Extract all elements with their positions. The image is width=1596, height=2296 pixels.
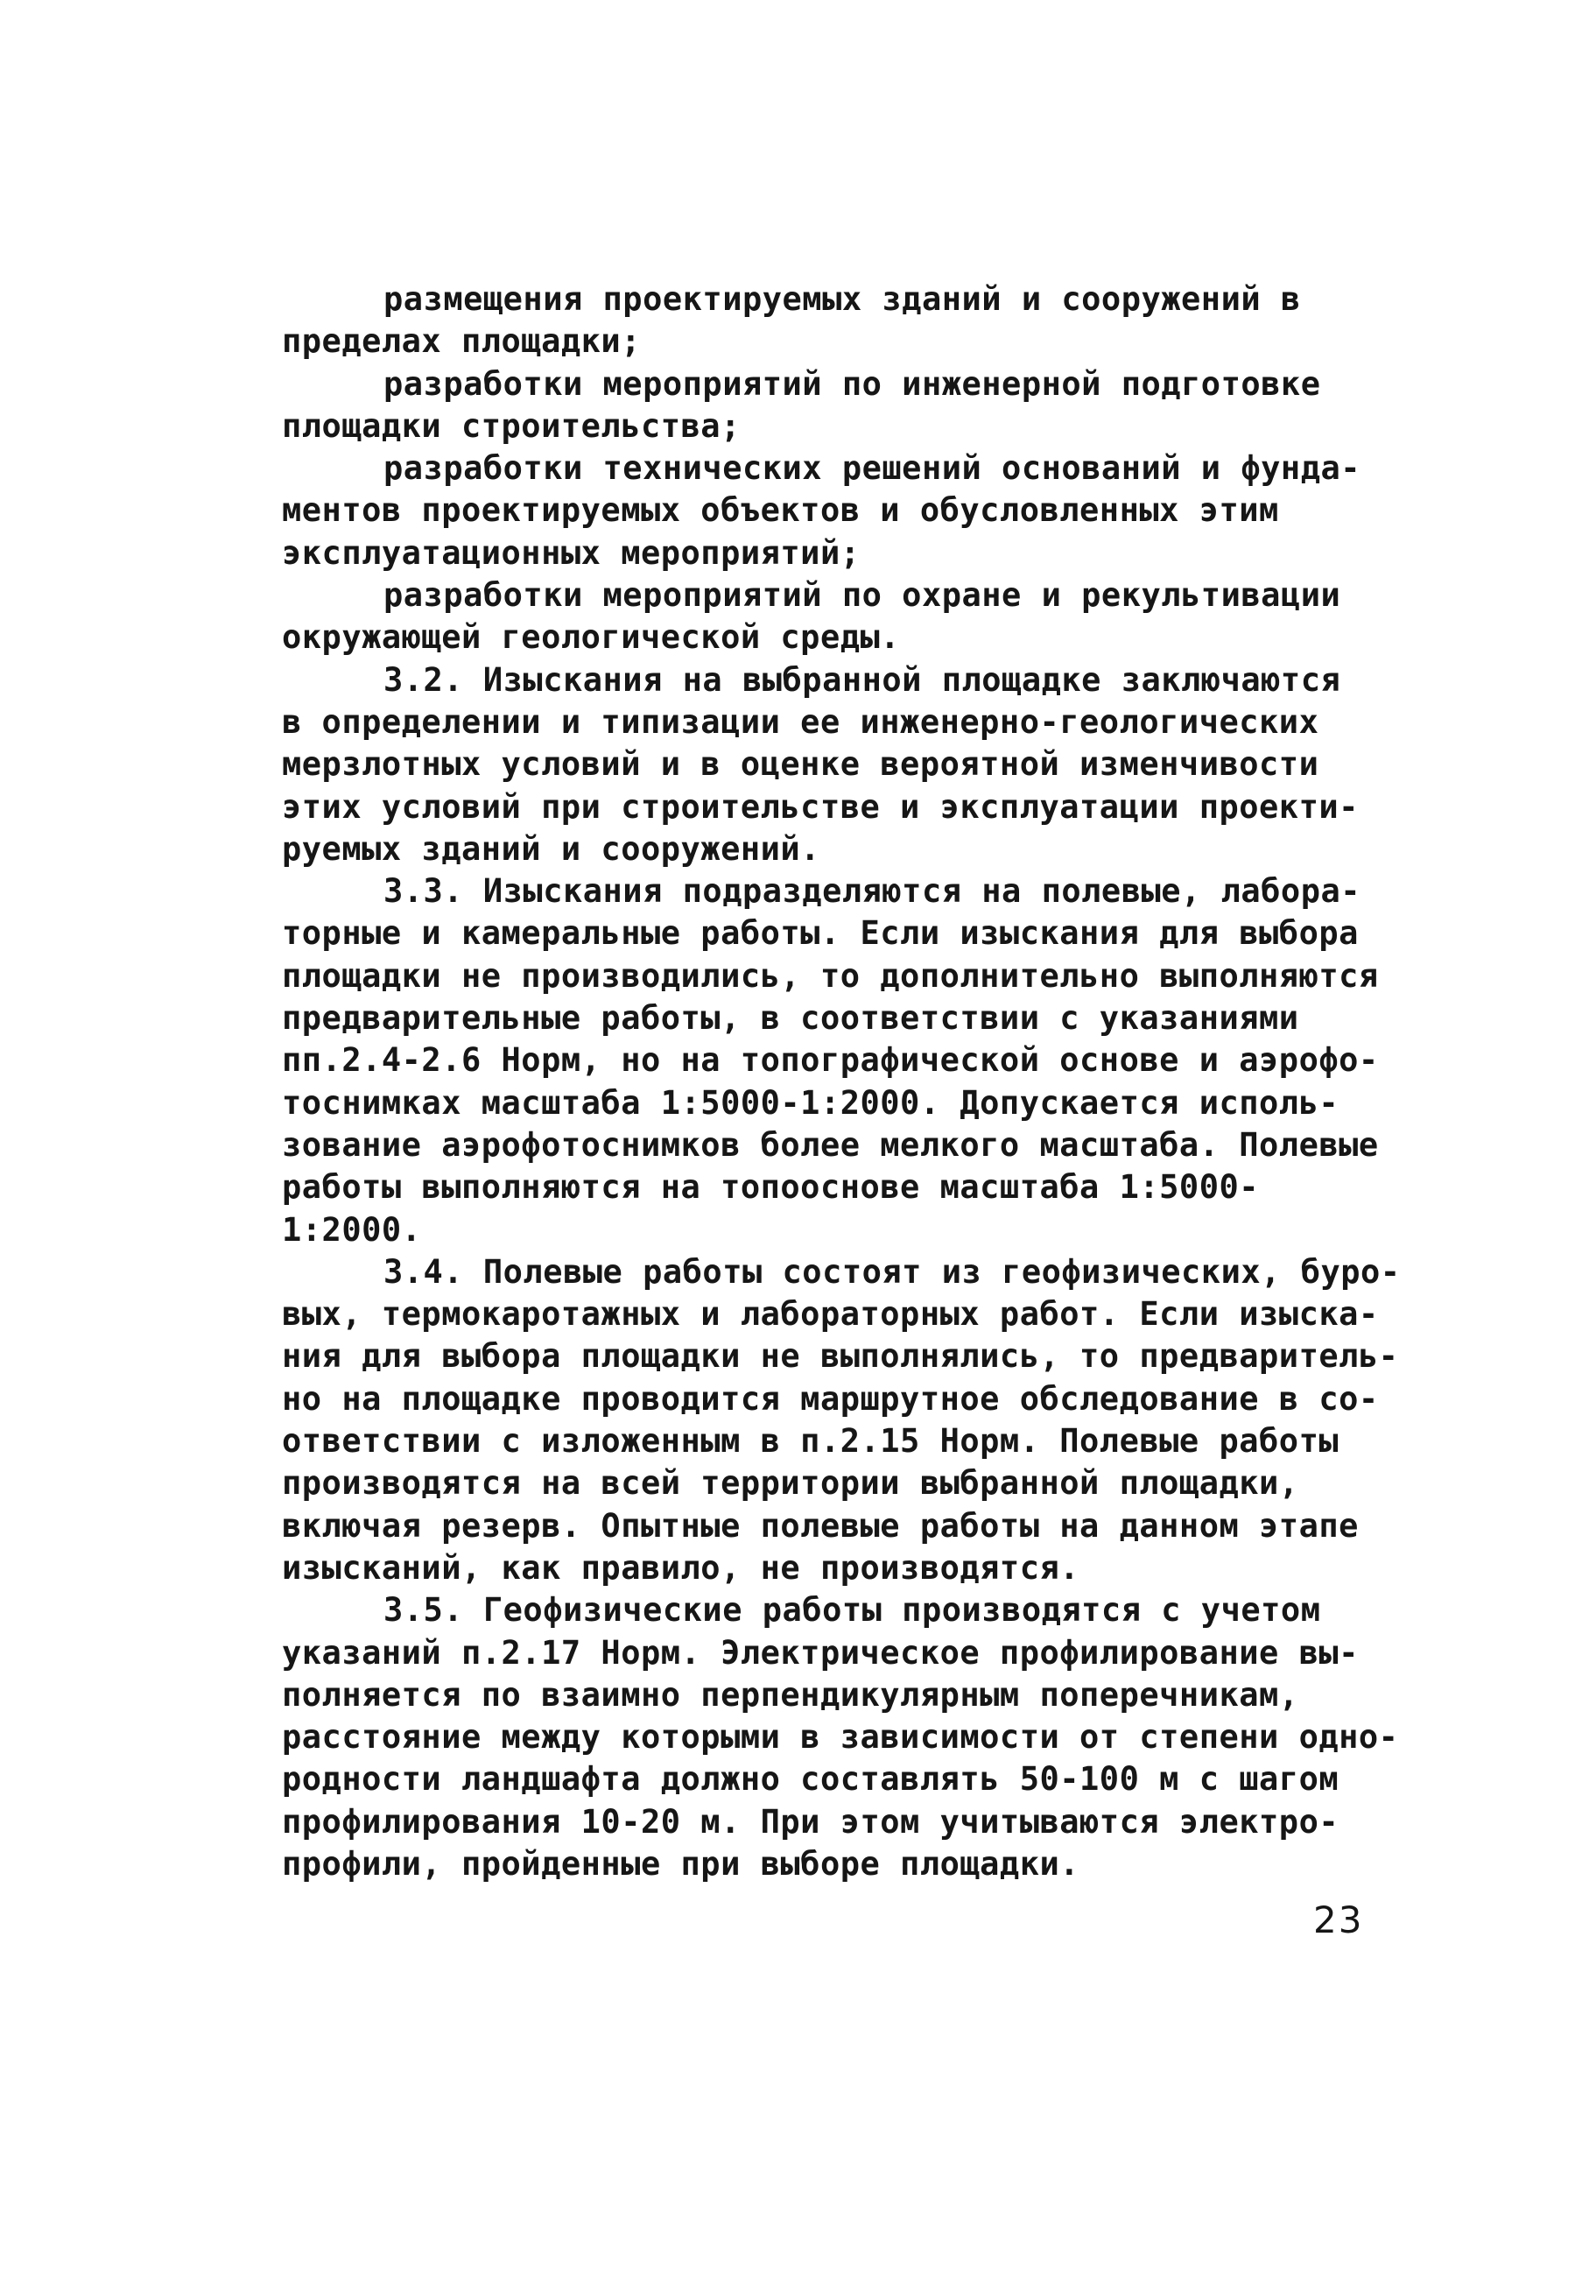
text-line: в определении и типизации ее инженерно-геологических: [282, 702, 1319, 741]
text-line: разработки мероприятий по охране и рекультивации: [383, 576, 1341, 615]
text-line: 1:2000.: [282, 1210, 422, 1249]
text-line: разработки технических решений оснований и фунда-: [383, 449, 1361, 488]
text-line: этих условий при строительстве и эксплуатации проекти-: [282, 787, 1359, 826]
text-line: ответствии с изложенным в п.2.15 Норм. Полевые работы: [282, 1422, 1339, 1461]
text-line: ния для выбора площадки не выполнялись, то предваритель-: [282, 1337, 1399, 1376]
text-line: работы выполняются на топооснове масштаба 1:5000-: [282, 1168, 1260, 1207]
body-text: [282, 278, 1411, 1885]
text-line: родности ландшафта должно составлять 50-100 м с шагом: [282, 1760, 1339, 1799]
text-line: пределах площадки;: [282, 322, 641, 361]
text-line: зование аэрофотоснимков более мелкого масштаба. Полевые: [282, 1125, 1379, 1164]
text-line: вых, термокаротажных и лабораторных работ. Если изыска-: [282, 1295, 1379, 1334]
text-line: 3.4. Полевые работы состоят из геофизических, буро-: [383, 1252, 1401, 1291]
text-line: включая резерв. Опытные полевые работы на данном этапе: [282, 1506, 1359, 1545]
text-line: 3.3. Изыскания подразделяются на полевые, лабора-: [383, 872, 1361, 911]
text-line: площадки не производились, то дополнительно выполняются: [282, 956, 1379, 995]
page-number: 23: [1313, 1898, 1364, 1941]
text-line: но на площадке проводится маршрутное обследование в со-: [282, 1379, 1379, 1418]
text-line: предварительные работы, в соответствии с указаниями: [282, 999, 1299, 1038]
text-line: указаний п.2.17 Норм. Электрическое профилирование вы-: [282, 1633, 1359, 1672]
text-line: руемых зданий и сооружений.: [282, 829, 820, 868]
text-line: разработки мероприятий по инженерной подготовке: [383, 364, 1321, 403]
text-line: расстояние между которыми в зависимости от степени одно-: [282, 1718, 1399, 1757]
text-line: торные и камеральные работы. Если изыскания для выбора: [282, 914, 1359, 953]
text-line: 3.2. Изыскания на выбранной площадке заключаются: [383, 660, 1341, 699]
text-line: изысканий, как правило, не производятся.: [282, 1548, 1080, 1587]
text-line: площадки строительства;: [282, 406, 741, 445]
text-line: окружающей геологической среды.: [282, 618, 901, 657]
text-line: профили, пройденные при выборе площадки.: [282, 1844, 1080, 1883]
text-line: ментов проектируемых объектов и обусловленных этим: [282, 491, 1279, 530]
text-line: мерзлотных условий и в оценке вероятной изменчивости: [282, 745, 1319, 784]
text-line: производятся на всей территории выбранной площадки,: [282, 1464, 1299, 1503]
text-line: размещения проектируемых зданий и сооружений в: [383, 280, 1301, 318]
text-line: профилирования 10-20 м. При этом учитываются электро-: [282, 1802, 1339, 1841]
text-line: эксплуатационных мероприятий;: [282, 533, 861, 572]
text-line: полняется по взаимно перпендикулярным поперечникам,: [282, 1675, 1299, 1714]
text-line: 3.5. Геофизические работы производятся с учетом: [383, 1591, 1321, 1630]
text-line: тоснимках масштаба 1:5000-1:2000. Допускается исполь-: [282, 1083, 1339, 1122]
text-line: пп.2.4-2.6 Норм, но на топографической основе и аэрофо-: [282, 1041, 1379, 1080]
